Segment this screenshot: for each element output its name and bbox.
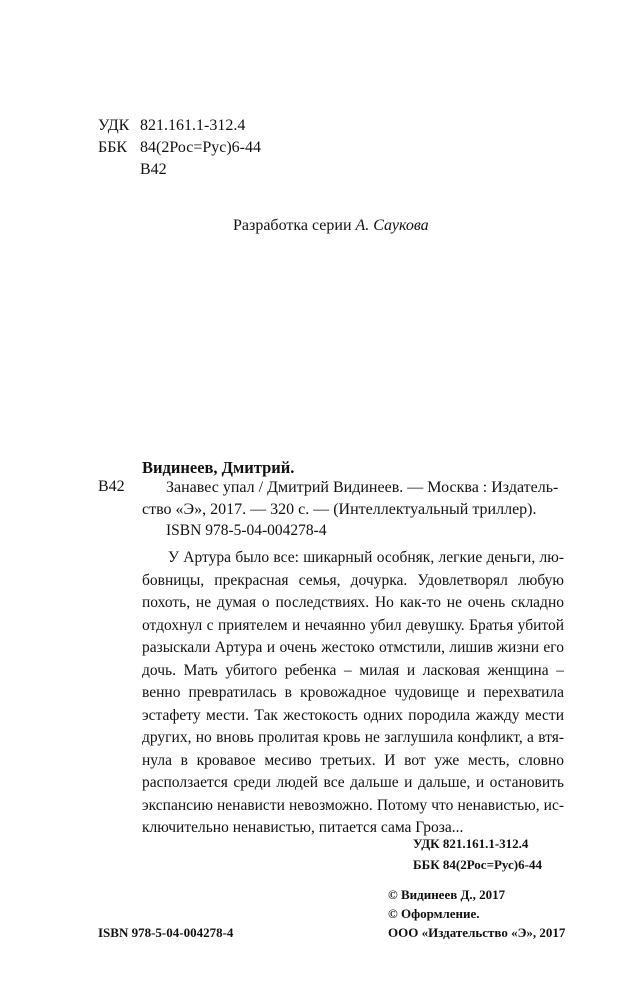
annotation-line: экспансию ненависти невозможно. Потому что ненавистью, ис- [142,796,564,814]
copyright-block [388,885,565,942]
footer-isbn: ISBN 978-5-04-004278-4 [98,925,234,940]
series-credit-prefix: Разработка серии [233,217,352,234]
annotation-line: расползается среди людей все дальше и дальше, и остановить [142,774,564,791]
copyright-design: © Оформление. [388,906,480,921]
record-isbn: ISBN 978-5-04-004278-4 [166,522,327,539]
annotation-udk: УДК 821.161.1-312.4 [413,836,529,851]
copyright-author: © Видинеев Д., 2017 [388,887,506,902]
annotation-line: У Артура было все: шикарный особняк, легкие деньги, лю- [168,549,564,566]
udk-label: УДК [98,117,130,134]
annotation-text [142,547,564,840]
udk-row [98,115,261,137]
copyright-publisher: ООО «Издательство «Э», 2017 [388,925,566,940]
series-credit [233,217,429,235]
annotation-line: отдохнул с приятелем и нечаянно убил девушку. Братья убитой [142,616,564,634]
author-heading: Видинеев, Дмитрий. [142,458,295,477]
annotation-line: дочь. Мать убитого ребенка – милая и ласковая женщина – [142,661,564,679]
annotation-bbk: ББК 84(2Рос=Рус)6-44 [413,857,542,872]
author-code-row [98,159,261,181]
udk-value: 821.161.1-312.4 [140,117,246,134]
annotation-line: венно превратилась в кровожадное чудовище и перехватила [142,684,564,701]
annotation [142,547,564,840]
author-code: В42 [140,161,167,178]
record-code: В42 [98,478,125,495]
bbk-value: 84(2Рос=Рус)6-44 [140,139,262,156]
annotation-line: ключительно ненавистью, питается сама Гроза... [142,819,464,836]
biblio-line-2: ство «Э», 2017. — 320 с. — (Интеллектуальный триллер). [142,501,537,518]
classification-block [98,115,261,181]
annotation-line: разыскали Артура и очень жестоко отмстили, лишив жизни его [142,639,564,656]
bbk-row [98,137,261,159]
bibliographic-description [142,477,559,521]
annotation-line: нула в кровавое месиво третьих. И вот уже месть, словно [142,751,564,769]
annotation-codes [413,833,542,875]
bbk-label: ББК [98,139,128,156]
annotation-line: похоть, не думая о последствиях. Но как-то не очень складно [142,594,564,611]
annotation-line: других, но вновь пролитая кровь не заглушила конфликт, а втя- [142,729,564,746]
annotation-line: бовницы, прекрасная семья, дочурка. Удовлетворял любую [142,571,564,589]
biblio-line-1: Занавес упал / Дмитрий Видинеев. — Москва : Издатель- [166,479,559,496]
annotation-line: эстафету мести. Так жестокость одних породила жажду мести [142,706,564,724]
series-designer: А. Саукова [355,217,429,234]
